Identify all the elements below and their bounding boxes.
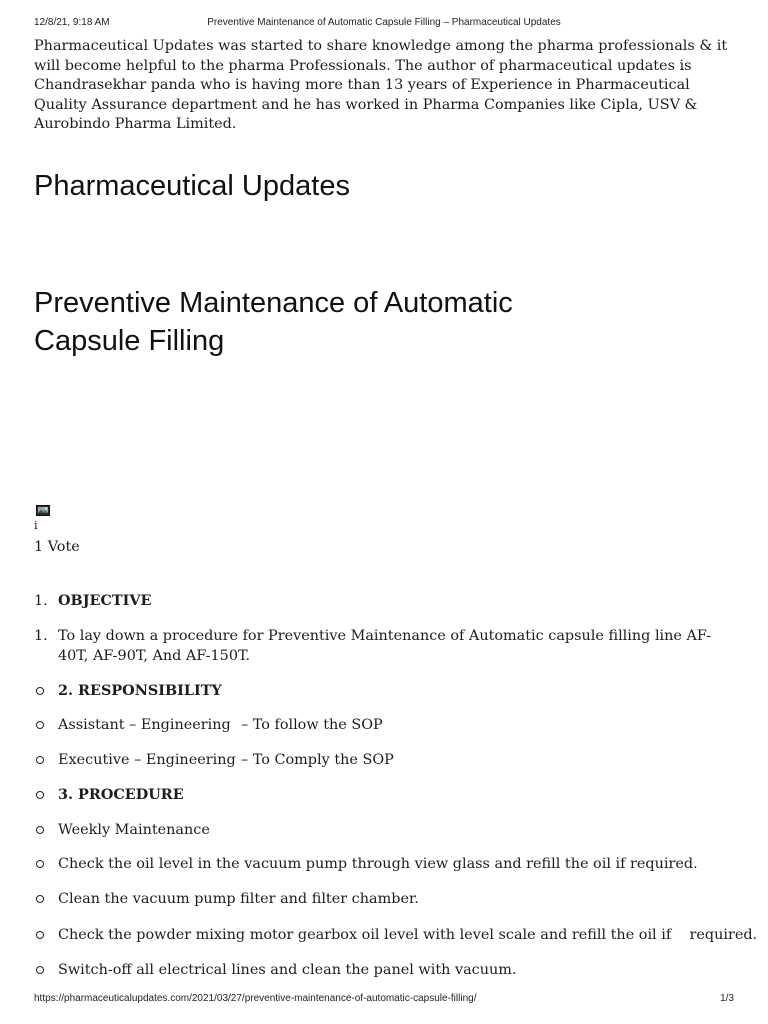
procedure-step: Check the powder mixing motor gearbox oil level with level scale and refill the oil if required. (58, 927, 758, 943)
objective-item-number: 1. (34, 628, 48, 644)
list-item (34, 960, 728, 980)
print-header (34, 17, 734, 31)
objective-label: OBJECTIVE (58, 592, 152, 609)
responsibility-duty: – To Comply the SOP (241, 752, 394, 768)
bullet-circle-icon (36, 826, 44, 834)
page-url[interactable]: https://pharmaceuticalupdates.com/2021/03/27/preventive-maintenance-of-automatic-capsule-filling/ (34, 993, 477, 1004)
bullet-circle-icon (36, 721, 44, 729)
print-datetime: 12/8/21, 9:18 AM (34, 17, 110, 28)
vote-count: 1 Vote (34, 539, 80, 555)
list-item (34, 925, 758, 945)
bullet-circle-icon (36, 687, 44, 695)
bullet-circle-icon (36, 931, 44, 939)
list-item (34, 750, 728, 770)
list-item (34, 715, 728, 735)
responsibility-duty: – To follow the SOP (241, 717, 383, 733)
site-intro: Pharmaceutical Updates was started to share knowledge among the pharma professionals & it will become helpful to the pharma Professionals. The author of pharmaceutical updates is Chandrasekhar panda who is having more than 13 years of Experience in Pharmaceutical Quality Assurance department and he has worked in Pharma Companies like Cipla, USV & Aurobindo Pharma Limited. (34, 38, 728, 132)
rating-info-mark: i (34, 519, 38, 532)
list-item (34, 854, 728, 874)
bullet-circle-icon (36, 791, 44, 799)
bullet-circle-icon (36, 860, 44, 868)
responsibility-role: Assistant – Engineering (58, 717, 231, 733)
weekly-maintenance-label: Weekly Maintenance (58, 822, 210, 838)
site-title[interactable]: Pharmaceutical Updates (34, 170, 350, 202)
post-title: Preventive Maintenance of Automatic Capsule Filling (34, 287, 513, 357)
print-doc-title: Preventive Maintenance of Automatic Capsule Filling – Pharmaceutical Updates (207, 17, 561, 28)
list-item (34, 785, 728, 805)
objective-item-text: To lay down a procedure for Preventive Maintenance of Automatic capsule filling line AF-40T, AF-90T, And AF-150T. (58, 628, 712, 664)
list-item (34, 889, 728, 909)
bullet-circle-icon (36, 895, 44, 903)
responsibility-role: Executive – Engineering (58, 752, 236, 768)
page-number: 1/3 (720, 993, 734, 1004)
objective-item (34, 626, 728, 666)
list-item (34, 681, 728, 701)
objective-number: 1. (34, 593, 48, 609)
bullet-circle-icon (36, 966, 44, 974)
responsibility-heading: 2. RESPONSIBILITY (58, 682, 222, 699)
procedure-step: Switch-off all electrical lines and clean the panel with vacuum. (58, 962, 517, 978)
procedure-heading: 3. PROCEDURE (58, 786, 184, 803)
procedure-step: Clean the vacuum pump filter and filter chamber. (58, 891, 419, 907)
rating-image-icon (36, 504, 50, 516)
objective-heading (34, 591, 728, 611)
list-item (34, 820, 728, 840)
procedure-step: Check the oil level in the vacuum pump through view glass and refill the oil if required. (58, 856, 698, 872)
bullet-circle-icon (36, 756, 44, 764)
